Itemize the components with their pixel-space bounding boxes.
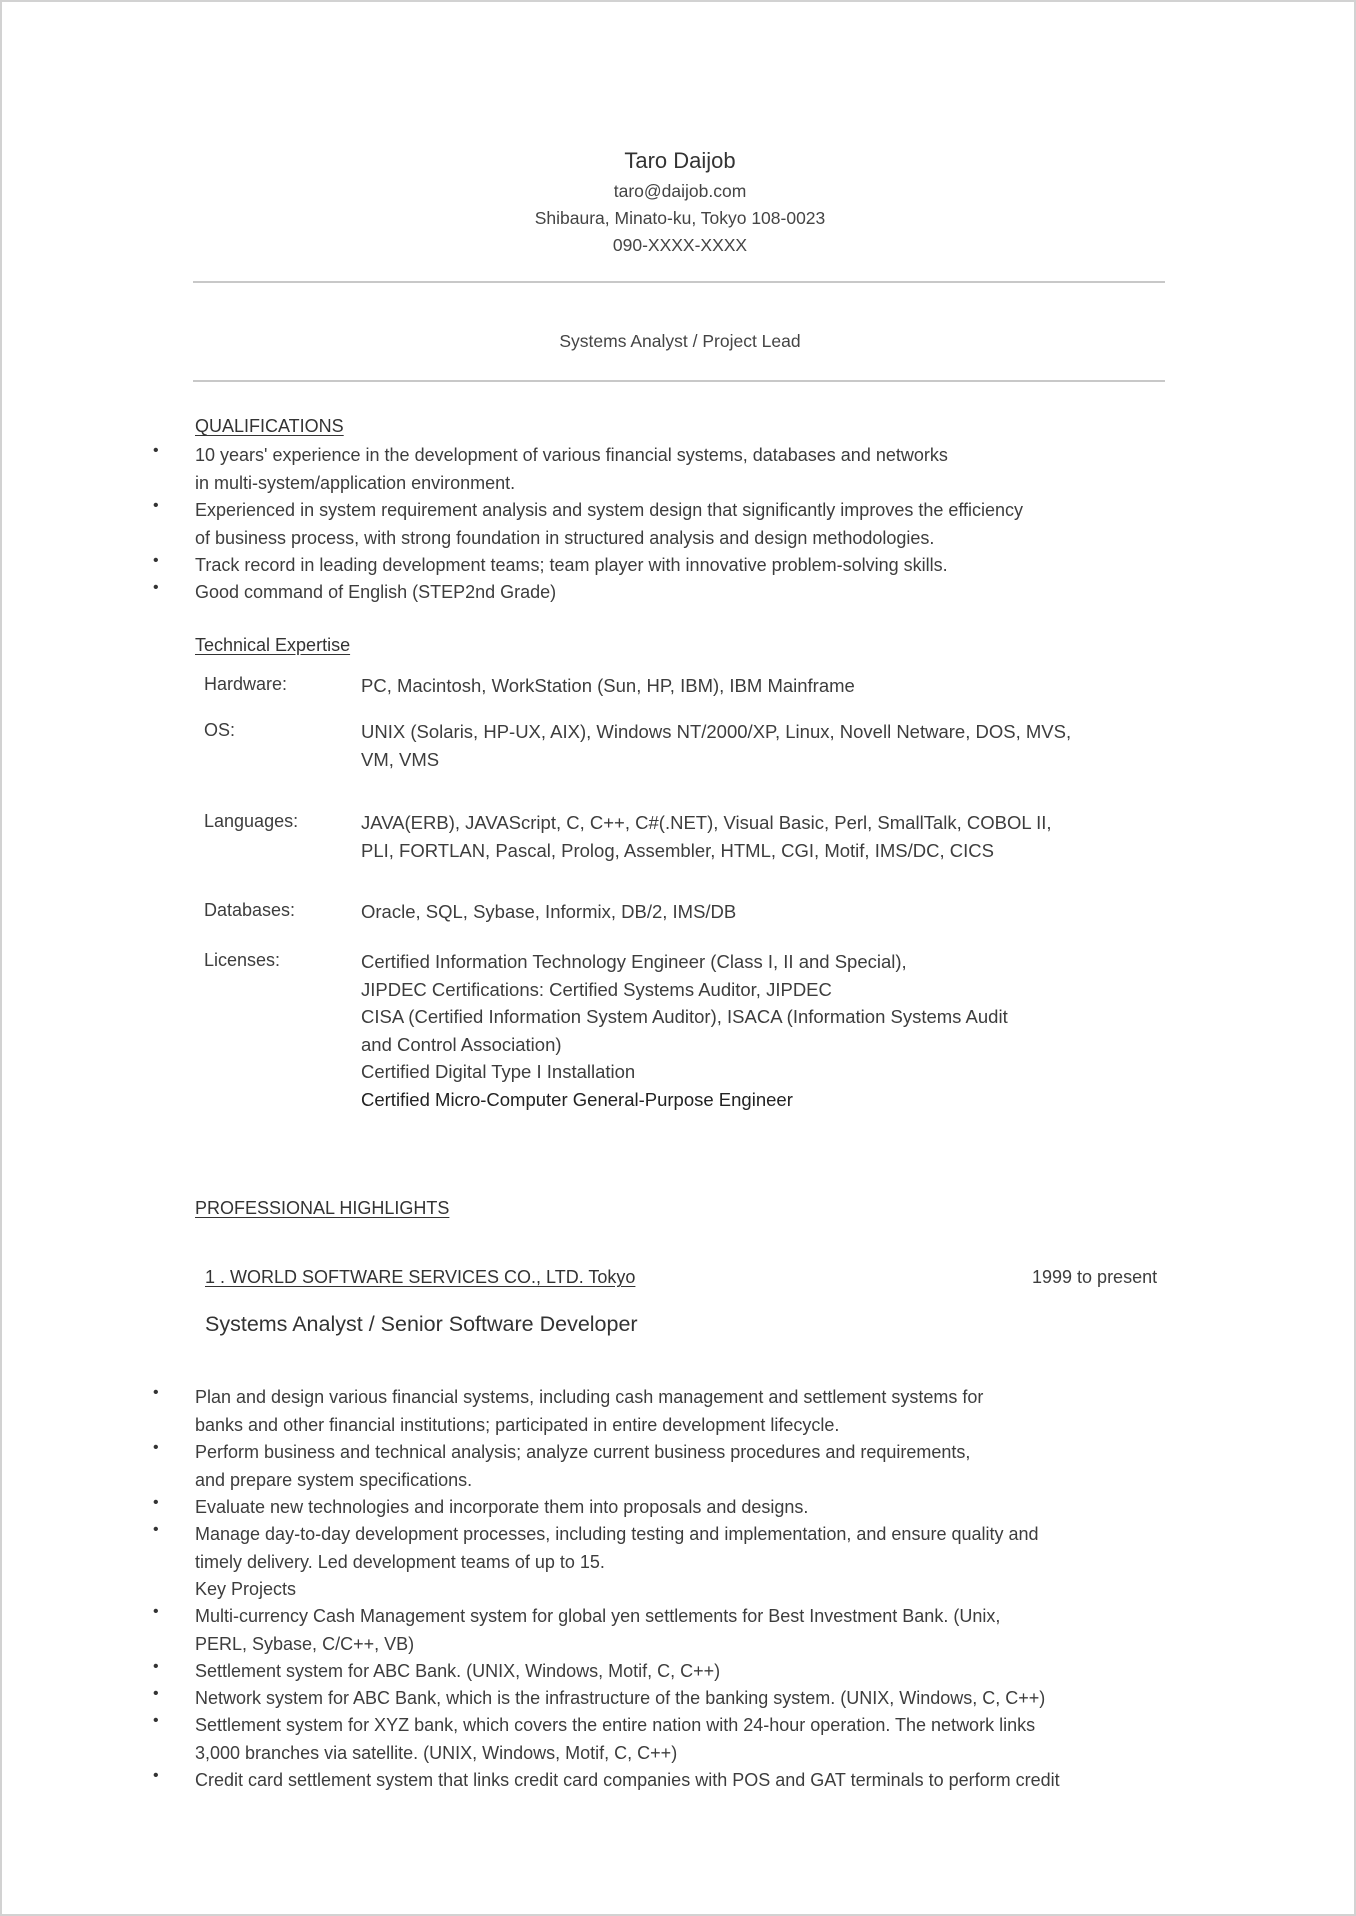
tech-value-os: UNIX (Solaris, HP-UX, AIX), Windows NT/2000/XP, Linux, Novell Netware, DOS, MVS, VM, VMS [361,721,1072,770]
list-item: Plan and design various financial systems, including cash management and settlement systems for banks and other financial institutions; participated in entire development lifecycle. [195,1387,984,1435]
bullet-dot-icon: • [153,1494,159,1511]
list-item: Credit card settlement system that links credit card companies with POS and GAT terminals to perform credit [195,1770,1060,1790]
address: Shibaura, Minato-ku, Tokyo 108-0023 [534,208,826,228]
list-item: Evaluate new technologies and incorporate them into proposals and designs. [195,1497,809,1517]
bullet-dot-icon: • [153,1603,159,1620]
list-item: Perform business and technical analysis; analyze current business procedures and requirements, and prepare system specifications. [195,1442,971,1490]
tech-label-licenses: Licenses: [204,950,281,970]
tech-label-hardware: Hardware: [204,674,288,694]
list-item: Track record in leading development teams; team player with innovative problem-solving skills. [195,555,948,575]
tech-value-languages: JAVA(ERB), JAVAScript, C, C++, C#(.NET), Visual Basic, Perl, SmallTalk, COBOL II, PLI, FORTLAN, Pascal, Prolog, Assembler, HTML, CGI, Motif, IMS/DC, CICS [361,812,1052,861]
list-item: Manage day-to-day development processes, including testing and implementation, and ensure quality and timely delivery. Led development teams of up to 15. Key Projects [195,1521,1039,1604]
tech-value-licenses: Certified Information Technology Engineer (Class I, II and Special), JIPDEC Certifications: Certified Systems Auditor, JIPDEC CISA (Certified Information System Auditor), ISACA (Information Systems Audit and Control Association) Certified Digital Type I Installation Certified Micro-Computer General-Purpose Engineer [361,951,1008,1110]
employment-period: 1999 to present [1032,1267,1158,1287]
bullet-dot-icon: • [153,442,159,459]
key-projects-label: Key Projects [195,1579,297,1599]
bullet-dot-icon: • [153,497,159,514]
bullet-dot-icon: • [153,1384,159,1401]
bullet-dot-icon: • [153,1439,159,1456]
divider-bottom [193,380,1165,382]
bullet-dot-icon: • [153,1685,159,1702]
list-item: Experienced in system requirement analysis and system design that significantly improves the efficiency of business process, with strong foundation in structured analysis and design methodologies. [195,500,1024,548]
list-item: Settlement system for ABC Bank. (UNIX, Windows, Motif, C, C++) [195,1661,721,1681]
list-item: 10 years' experience in the development of various financial systems, databases and networks in multi-system/application environment. [195,445,948,493]
job-title: Systems Analyst / Senior Software Developer [205,1312,638,1336]
objective-title: Systems Analyst / Project Lead [559,331,801,351]
professional-highlights-heading: PROFESSIONAL HIGHLIGHTS [195,1198,450,1218]
bullet-dot-icon: • [153,552,159,569]
list-item: Multi-currency Cash Management system for global yen settlements for Best Investment Bank. (Unix, PERL, Sybase, C/C++, VB) [195,1606,1001,1654]
candidate-name: Taro Daijob [624,148,736,173]
divider-top [193,281,1165,283]
technical-expertise-heading: Technical Expertise [195,635,351,655]
bullet-dot-icon: • [153,1521,159,1538]
phone: 090-XXXX-XXXX [612,235,748,255]
list-item: Good command of English (STEP2nd Grade) [195,582,557,602]
qualifications-heading: QUALIFICATIONS [195,416,344,436]
bullet-dot-icon: • [153,1767,159,1784]
list-item: Settlement system for XYZ bank, which covers the entire nation with 24-hour operation. The network links 3,000 branches via satellite. (UNIX, Windows, Motif, C, C++) [195,1715,1036,1763]
tech-value-databases: Oracle, SQL, Sybase, Informix, DB/2, IMS/DB [361,901,737,922]
bullet-dot-icon: • [153,1658,159,1675]
tech-label-databases: Databases: [204,900,296,920]
list-item: Network system for ABC Bank, which is the infrastructure of the banking system. (UNIX, Windows, C, C++) [195,1688,1046,1708]
tech-label-languages: Languages: [204,811,299,831]
bullet-dot-icon: • [153,579,159,596]
email: taro@daijob.com [613,181,747,201]
bullet-dot-icon: • [153,1712,159,1729]
company-name: 1 . WORLD SOFTWARE SERVICES CO., LTD. Tokyo [205,1267,636,1287]
tech-value-hardware: PC, Macintosh, WorkStation (Sun, HP, IBM), IBM Mainframe [361,675,855,696]
tech-label-os: OS: [204,720,236,740]
